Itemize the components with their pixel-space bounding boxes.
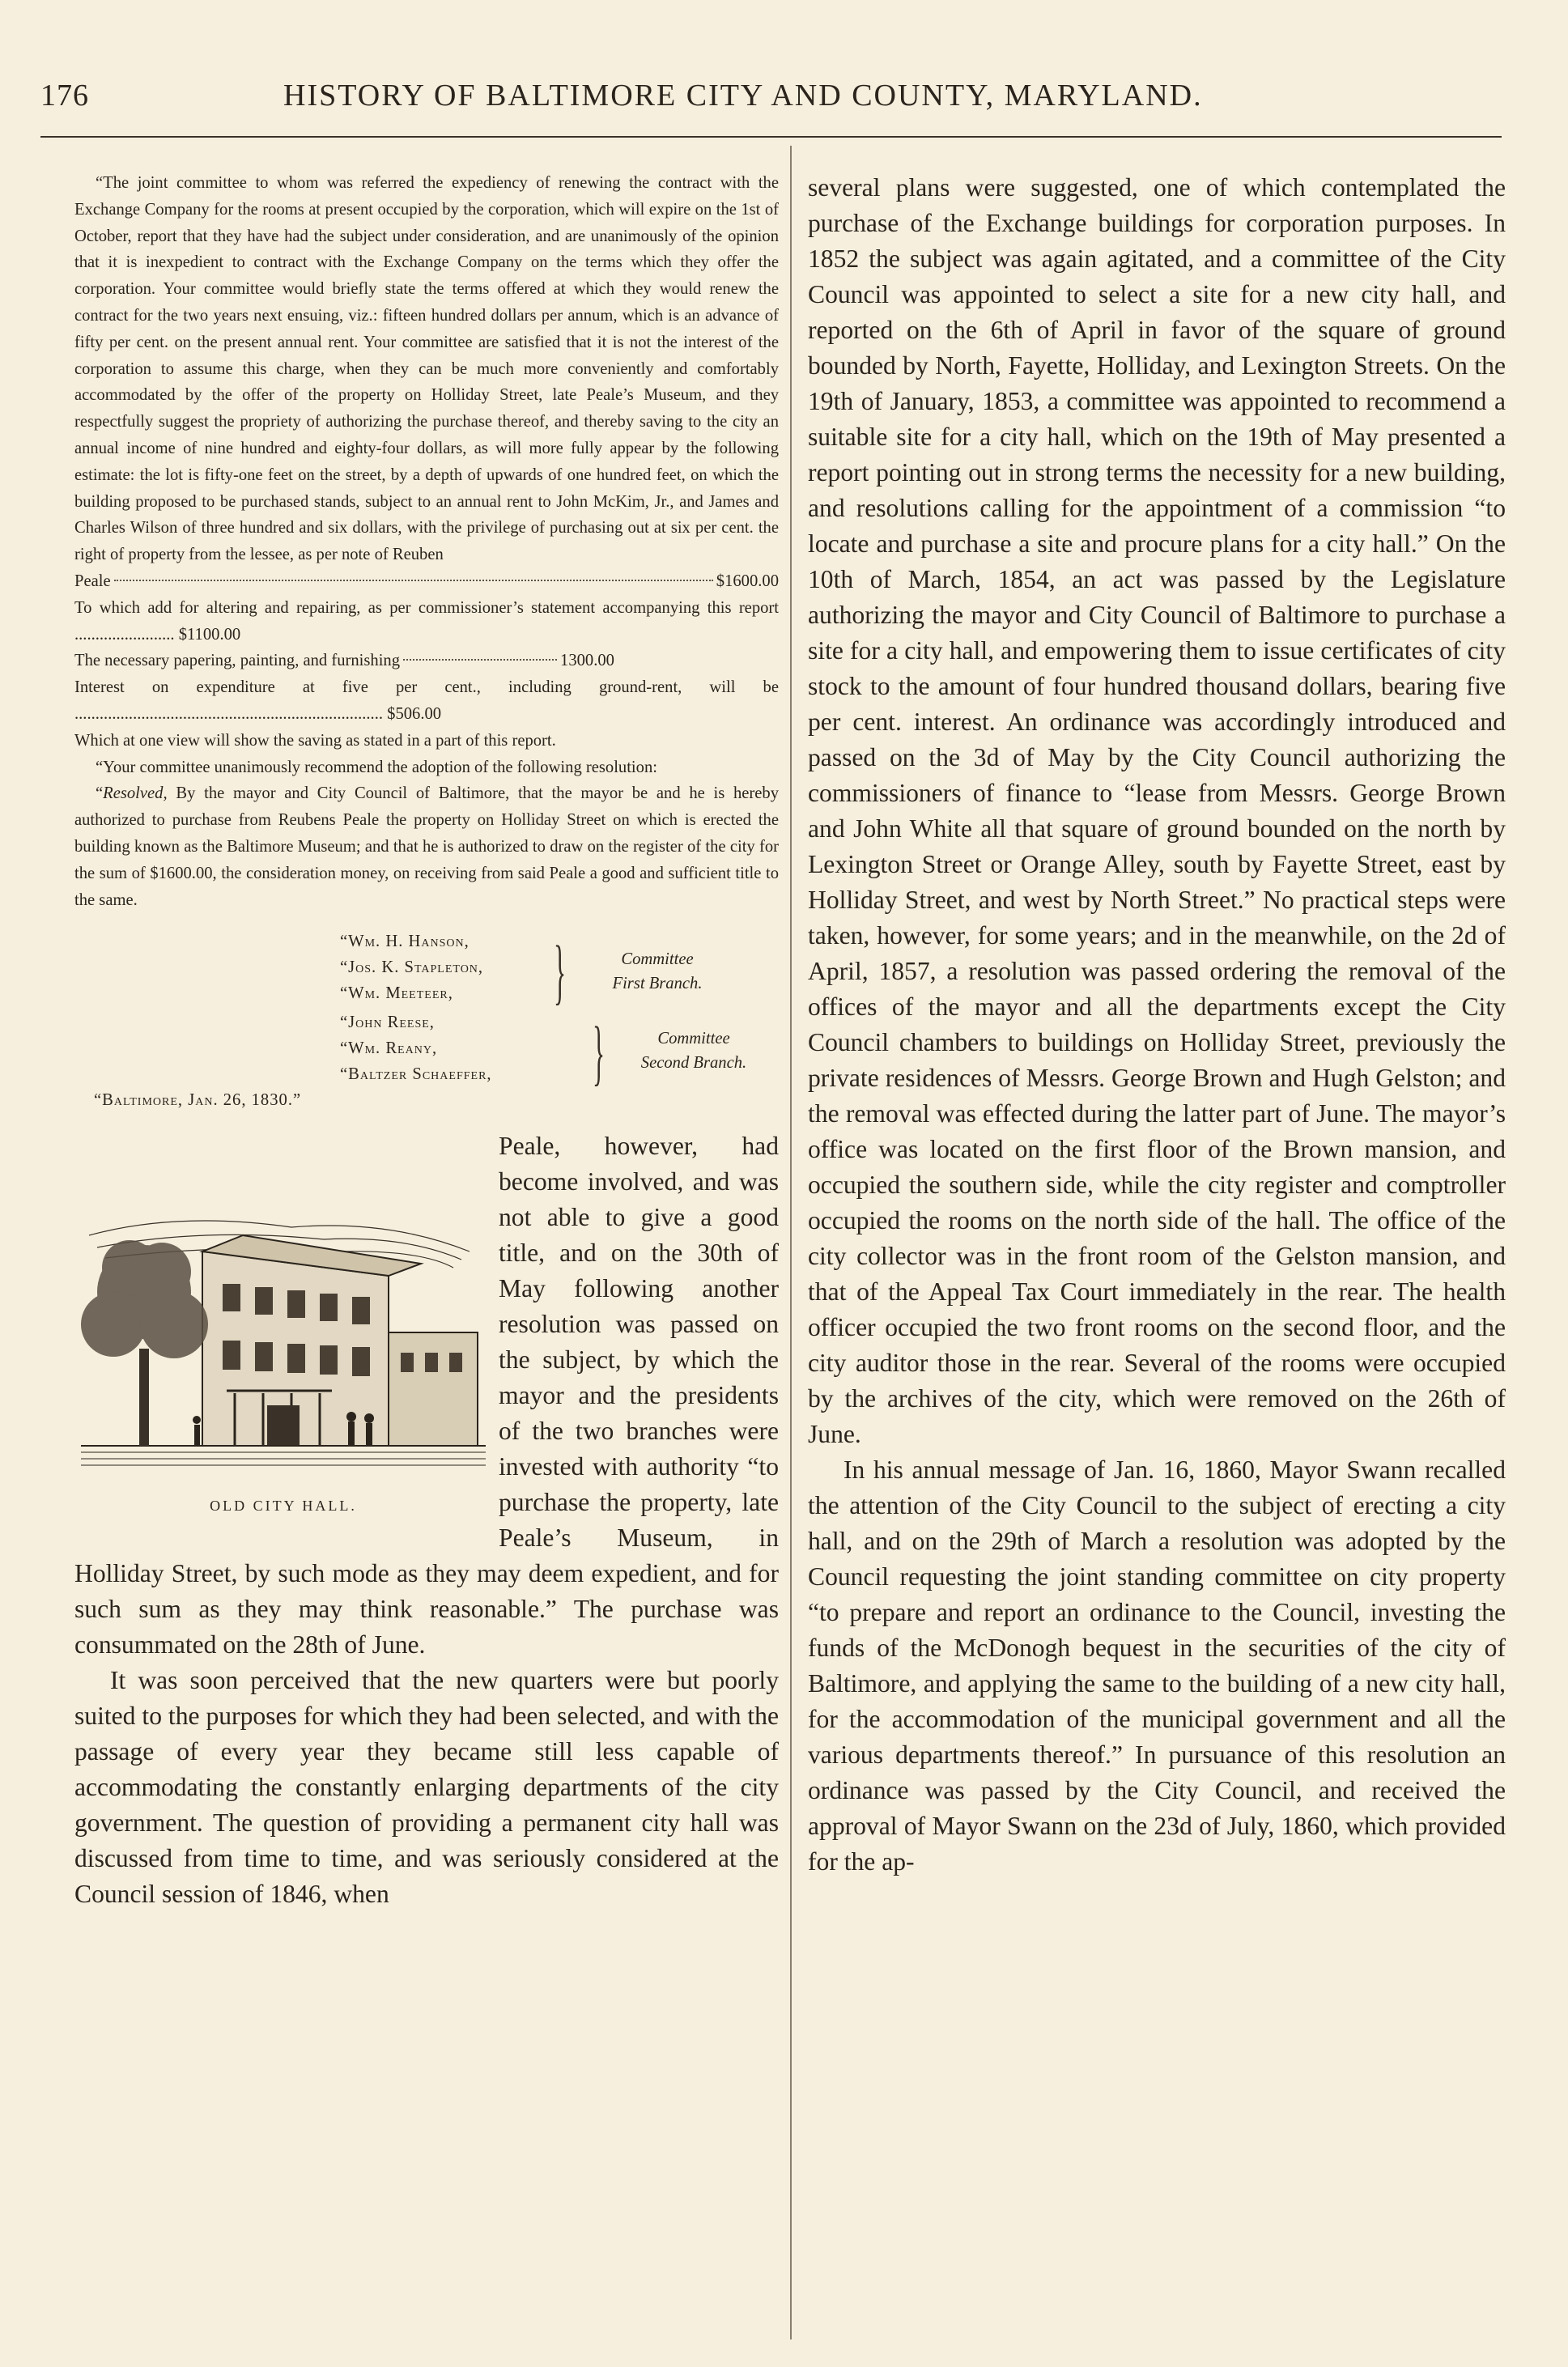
signature-block (74, 913, 779, 1114)
running-title: HISTORY OF BALTIMORE CITY AND COUNTY, MARYLAND. (283, 79, 1203, 113)
signer-name: “Baltzer Schaeffer, (340, 1065, 492, 1084)
report-paragraph: “The joint committee to whom was referred the expediency of renewing the contract with the Exchange Company for the rooms at present occupied by the corporation, which will expire on the 1st of October, report that they have had the subject under consideration, and are unanimously of the opinion that it is inexpedient to contract with the Exchange Company on the terms which they offer the corporation. Your committee would briefly state the terms offered at which they would renew the contract for the two years next ensuing, viz.: fifteen hundred dollars per annum, which is an advance of fifty per cent. on the present annual rent. Your committee are satisfied that it is not the interest of the corporation to assume this charge, when they can be much more conveniently and comfortably accommodated by the offer of the property on Holliday Street, late Peale’s Museum, and they respectfully suggest the propriety of authorizing the purchase thereof, and thereby saving to the city an annual income of nine hundred and eighty-four dollars, as will more fully appear by the following estimate: the lot is fifty-one feet on the street, by a depth of upwards of one hundred feet, on which the building proposed to be purchased stands, subject to an annual rent to John McKim, Jr., and James and Charles Wilson of three hundred and six dollars, with the privilege of purchasing out at six per cent. the right of property from the lessee, as per note of Reuben (74, 174, 779, 564)
committee-first-label (593, 947, 722, 996)
narrative-left (74, 1128, 779, 1912)
column-divider (790, 146, 792, 2339)
estimate-amount: $1600.00 (716, 572, 779, 590)
dot-leader (403, 659, 557, 661)
dot-leader (114, 580, 713, 581)
after-estimate: Which at one view will show the saving as stated in a part of this report. (74, 731, 556, 750)
committee-word: Committee (657, 1030, 730, 1048)
resolved-word: Resolved, (103, 784, 168, 803)
left-column (74, 170, 779, 1912)
page-number: 176 (40, 79, 89, 113)
estimate-line-1 (74, 568, 779, 595)
estimate-label: Peale (74, 572, 111, 590)
estimate-line-4 (74, 674, 779, 728)
estimate-amount: $1100.00 (178, 625, 241, 644)
figure-caption: OLD CITY HALL. (210, 1498, 357, 1515)
committee-word: Committee (621, 950, 694, 969)
brace-first: } (554, 932, 567, 1013)
right-paragraph-1: several plans were suggested, one of which contemplated the purchase of the Exchange buildings for corporation purposes. In 1852 the subject was again agitated, and a committee of the City Council was appointed to select a site for a new city hall, and reported on the 6th of April in favor of the square of ground bounded by North, Fayette, Holliday, and Lexington Streets. On the 19th of January, 1853, a committee was appointed to recommend a suitable site for a city hall, which on the 19th of May presented a report pointing out in strong terms the necessity for a new building, and resolutions calling for the appointment of a commission “to locate and purchase a site and procure plans for a city hall.” On the 10th of March, 1854, an act was passed by the Legislature authorizing the mayor and City Council of Baltimore to purchase a site for a city hall, and empowering them to issue certificates of city stock to the amount of four hundred thousand dollars, bearing five per cent. interest. An ordinance was accordingly introduced and passed on the 3d of May by the City Council authorizing the commissioners of finance to “lease from Messrs. George Brown and John White all that square of ground bounded on the north by Lexington Street or Orange Alley, south by Fayette Street, east by Holliday Street, and west by North Street.” No practical steps were taken, however, for some years; and in the meanwhile, on the 2d of April, 1857, a resolution was passed ordering the removal of the offices of the mayor and all the departments except the City Council chambers to buildings on Holliday Street, previously the private residences of Messrs. George Brown and Hugh Gelston; and the removal was effected during the latter part of June. The mayor’s office was located on the first floor of the Brown mansion, and occupied the southern side, while the city register and comptroller occupied the rooms on the north side of the hall. The office of the city collector was in the front room of the Gelston mansion, and that of the Appeal Tax Court immediately in the rear. The health officer occupied the two front rooms on the second floor, and the city auditor those in the rear. Several of the rooms were occupied by the archives of the city, which were removed on the 26th of June. (808, 173, 1506, 1448)
estimate-amount: $506.00 (387, 704, 442, 723)
signer-name: “John Reese, (340, 1014, 435, 1032)
date-line: “Baltimore, Jan. 26, 1830.” (94, 1091, 302, 1110)
dot-leader: .......................................................................... (74, 704, 383, 723)
estimate-label: The necessary papering, painting, and furnishing (74, 652, 401, 670)
recommend-paragraph: “Your committee unanimously recommend the adoption of the following resolution: (96, 758, 657, 776)
narrative-paragraph-2: It was soon perceived that the new quarters were but poorly suited to the purposes for which they had been selected, and with the passage of every year they became still less capable of accommodating the constantly enlarging departments of the city government. The question of providing a permanent city hall was discussed from time to time, and was seriously considered at the Council session of 1846, when (74, 1666, 779, 1909)
branch-word: Second Branch. (640, 1054, 747, 1073)
committee-report (74, 170, 779, 913)
resolution-paragraph: “Resolved, By the mayor and City Council of Baltimore, that the mayor be and he is hereby authorized to purchase from Reubens Peale the property on Holliday Street on which is erected the building known as the Baltimore Museum; and that he is authorized to draw on the register of the city for the sum of $1600.00, the consideration money, on receiving from said Peale a good and sufficient title to the same. (74, 784, 779, 909)
brace-second: } (593, 1013, 606, 1094)
page-header (40, 78, 1528, 126)
estimate-line-3 (74, 648, 779, 674)
signer-name: “Wm. H. Hanson, (340, 933, 470, 951)
narrative-paragraph-1: Peale, however, had become involved, and was not able to give a good title, and on the 30th of May following another resolution was passed on the subject, by which the mayor and the presidents of the two branches were invested with authority “to purchase the property, late Peale’s Museum, in Holliday Street, by such mode as they may deem expedient, and for such sum as they may think reasonable.” The purchase was consummated on the 28th of June. (74, 1132, 779, 1659)
estimate-amount: 1300.00 (560, 652, 614, 670)
header-rule (40, 136, 1502, 138)
estimate-line-2 (74, 595, 779, 648)
estimate-label: Interest on expenditure at five per cent., including ground-rent, will be (74, 678, 779, 697)
signer-name: “Jos. K. Stapleton, (340, 958, 484, 977)
estimate-label: To which add for altering and repairing, as per commissioner’s statement accompanying this report (74, 598, 779, 617)
old-city-hall-figure (81, 1203, 486, 1523)
signer-name: “Wm. Meeteer, (340, 984, 453, 1003)
branch-word: First Branch. (612, 975, 703, 993)
signer-name: “Wm. Reany, (340, 1039, 438, 1058)
resolution-text: By the mayor and City Council of Baltimore, that the mayor be and he is hereby authorized to purchase from Reubens Peale the property on Holliday Street on which is erected the building known as the Baltimore Museum; and that he is authorized to draw on the register of the city for the sum of $1600.00, the consideration money, on receiving from said Peale a good and sufficient title to the same. (74, 784, 779, 909)
dot-leader: ........................ (74, 625, 175, 644)
right-column (808, 170, 1506, 1880)
committee-second-label (625, 1026, 763, 1075)
old-city-hall-engraving (81, 1203, 486, 1470)
right-paragraph-2: In his annual message of Jan. 16, 1860, Mayor Swann recalled the attention of the City Council to the subject of erecting a city hall, and on the 29th of March a resolution was adopted by the Council requesting the joint standing committee on city property “to prepare and report an ordinance to the Council, investing the funds of the McDonogh bequest in the securities of the city of Baltimore, and applying the same to the building of a new city hall, for the accommodation of the municipal government and all the various departments thereof.” In pursuance of this resolution an ordinance was passed by the City Council, and received the approval of Mayor Swann on the 23d of July, 1860, which provided for the ap- (808, 1455, 1506, 1876)
